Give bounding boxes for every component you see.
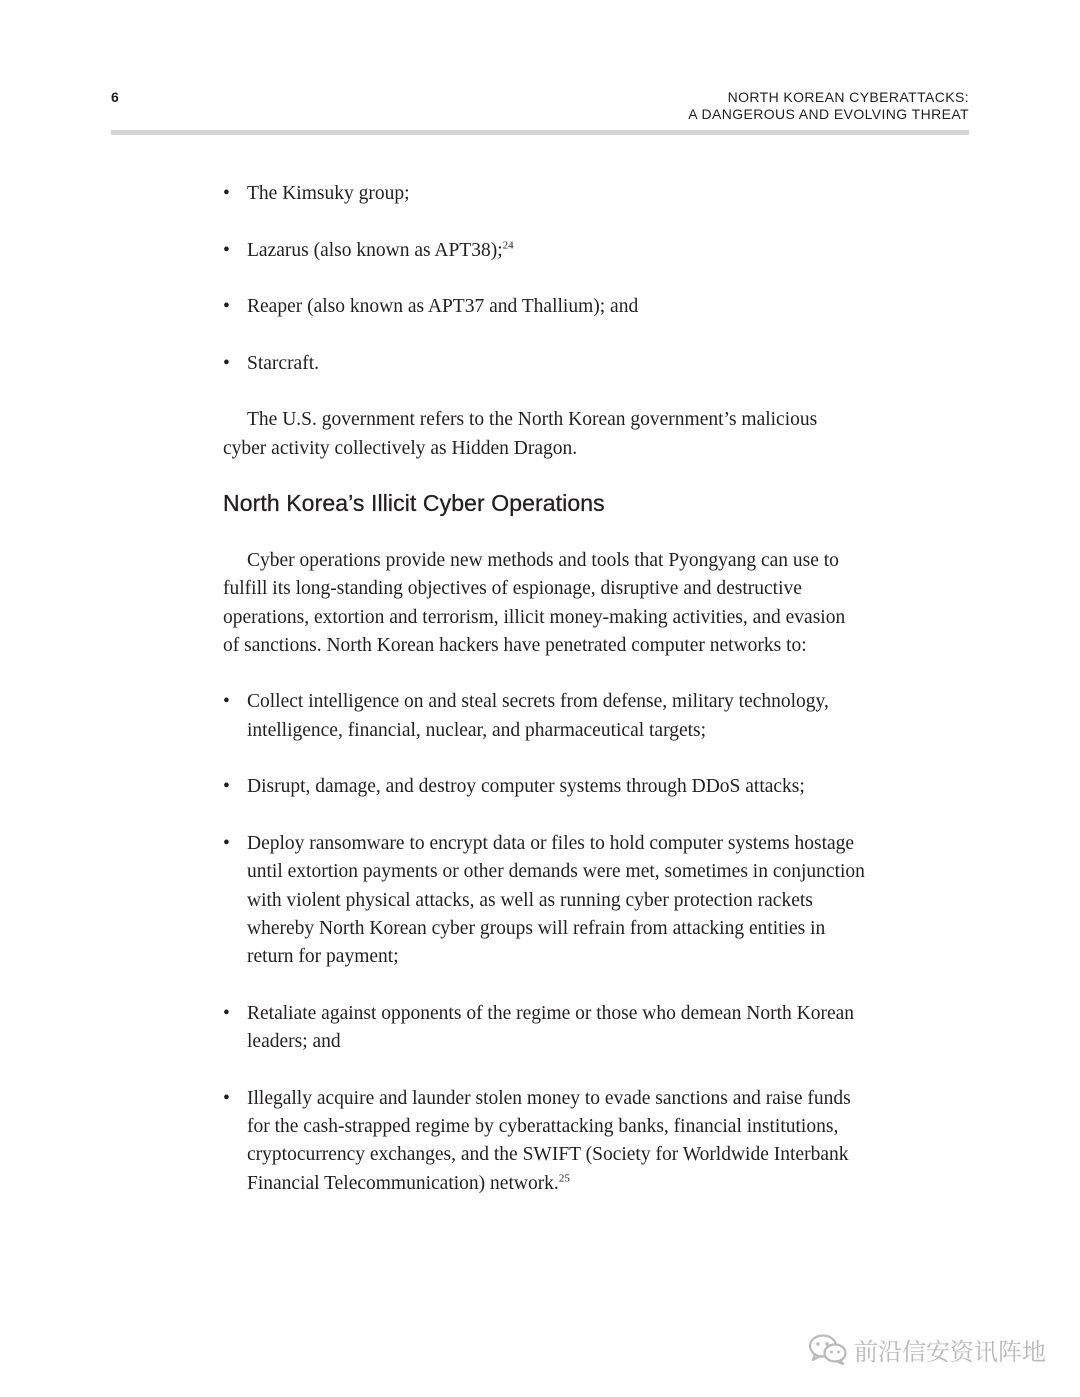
list-item (223, 237, 865, 265)
wechat-icon (808, 1333, 848, 1367)
list-item (223, 830, 865, 971)
running-title-line-2: A DANGEROUS AND EVOLVING THREAT (688, 106, 969, 122)
list-item-text: Starcraft. (247, 352, 320, 374)
bullet-icon: • (223, 1002, 230, 1024)
list-item (223, 688, 865, 745)
bullet-icon: • (223, 832, 230, 854)
list-item-text: Illegally acquire and launder stolen money to evade sanctions and raise funds for the cash-strapped regime by cyberattacking banks, financial institutions, cryptocurrency exchanges, and the SWIFT (Society for Worldwide Interbank Financial Telecommunication) network. (247, 1087, 851, 1194)
section-heading: North Korea’s Illicit Cyber Operations (223, 489, 605, 516)
paragraph-spacer (223, 660, 865, 688)
operations-paragraph: Cyber operations provide new methods and tools that Pyongyang can use to fulfill its long-standing objectives of espionage, disruptive and destructive operations, extortion and terrorism, illicit money-making activities, and evasion of sanctions. North Korean hackers have penetrated computer networks to: (223, 549, 846, 656)
header-divider (111, 130, 969, 135)
list-item-text: The Kimsuky group; (247, 183, 410, 204)
list-item (223, 1000, 865, 1057)
footnote-reference: 24 (502, 239, 514, 252)
page-body (223, 180, 865, 1226)
watermark (808, 1332, 1046, 1367)
running-title-line-1: NORTH KOREAN CYBERATTACKS: (727, 89, 969, 105)
bullet-icon: • (223, 239, 230, 261)
bullet-icon: • (223, 1087, 230, 1109)
list-item (223, 1085, 865, 1198)
page-number: 6 (111, 89, 120, 105)
list-item-text: Retaliate against opponents of the regime or those who demean North Korean leaders; and (247, 1002, 855, 1053)
bullet-icon: • (223, 691, 230, 713)
list-item (223, 180, 865, 208)
hidden-dragon-paragraph: The U.S. government refers to the North Korean government’s malicious cyber activity collectively as Hidden Dragon. (223, 409, 818, 459)
groups-list (223, 180, 865, 378)
watermark-text: 前沿信安资讯阵地 (854, 1338, 1046, 1366)
list-item-text: Deploy ransomware to encrypt data or files to hold computer systems hostage until extortion payments or other demands were met, sometimes in conjunction with violent physical attacks, as well as running cyber protection rackets whereby North Korean cyber groups will refrain from attacking entities in return for payment; (247, 832, 865, 968)
list-item-text: Lazarus (also known as APT38); (247, 239, 503, 261)
list-item-text: Disrupt, damage, and destroy computer systems through DDoS attacks; (247, 776, 805, 798)
bullet-icon: • (223, 296, 230, 318)
list-item-text: Reaper (also known as APT37 and Thallium); and (247, 296, 639, 318)
list-item (223, 293, 865, 321)
list-item (223, 773, 865, 801)
footnote-reference: 25 (558, 1172, 570, 1184)
list-item (223, 350, 865, 378)
objectives-list (223, 688, 865, 1197)
running-title (688, 89, 969, 123)
bullet-icon: • (223, 183, 230, 204)
list-item-text: Collect intelligence on and steal secrets from defense, military technology, intelligence, financial, nuclear, and pharmaceutical targets; (247, 691, 829, 741)
bullet-icon: • (223, 776, 230, 798)
bullet-icon: • (223, 352, 230, 374)
